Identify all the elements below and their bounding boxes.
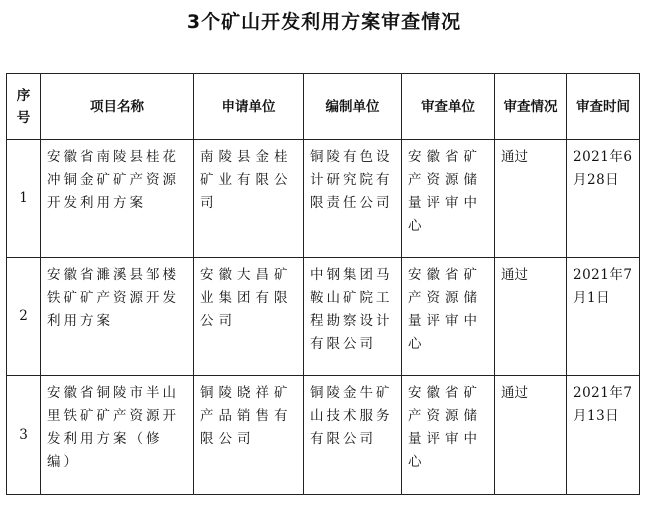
cell-compiler: 中钢集团马鞍山矿院工程勘察设计有限公司	[304, 258, 402, 376]
table-row	[7, 258, 640, 376]
cell-compiler: 铜陵有色设计研究院有限责任公司	[304, 140, 402, 258]
table-row	[7, 376, 640, 495]
cell-applicant: 铜陵晓祥矿产品销售有限公司	[194, 376, 304, 495]
cell-applicant: 安徽大昌矿业集团有限公司	[194, 258, 304, 376]
cell-compiler: 铜陵金牛矿山技术服务有限公司	[304, 376, 402, 495]
cell-time: 2021年6月28日	[567, 140, 640, 258]
cell-time: 2021年7月1日	[567, 258, 640, 376]
cell-time: 2021年7月13日	[567, 376, 640, 495]
header-time: 审查时间	[567, 74, 640, 140]
header-applicant: 申请单位	[194, 74, 304, 140]
header-project-name: 项目名称	[41, 74, 194, 140]
cell-status: 通过	[495, 376, 567, 495]
table-header-row	[7, 74, 640, 140]
cell-reviewer: 安徽省矿产资源储量评审中心	[402, 376, 495, 495]
cell-status: 通过	[495, 140, 567, 258]
cell-seq: 1	[7, 140, 41, 258]
cell-reviewer: 安徽省矿产资源储量评审中心	[402, 258, 495, 376]
cell-applicant: 南陵县金桂矿业有限公司	[194, 140, 304, 258]
header-reviewer: 审查单位	[402, 74, 495, 140]
header-compiler: 编制单位	[304, 74, 402, 140]
header-seq: 序号	[7, 74, 41, 140]
cell-reviewer: 安徽省矿产资源储量评审中心	[402, 140, 495, 258]
cell-seq: 2	[7, 258, 41, 376]
cell-project-name: 安徽省铜陵市半山里铁矿矿产资源开发利用方案（修编）	[41, 376, 194, 495]
document-title: 3个矿山开发利用方案审查情况	[186, 11, 462, 33]
cell-status: 通过	[495, 258, 567, 376]
cell-seq: 3	[7, 376, 41, 495]
table-row	[7, 140, 640, 258]
cell-project-name: 安徽省南陵县桂花冲铜金矿矿产资源开发利用方案	[41, 140, 194, 258]
review-table	[6, 73, 640, 495]
header-status: 审查情况	[495, 74, 567, 140]
cell-project-name: 安徽省濉溪县邹楼铁矿矿产资源开发利用方案	[41, 258, 194, 376]
